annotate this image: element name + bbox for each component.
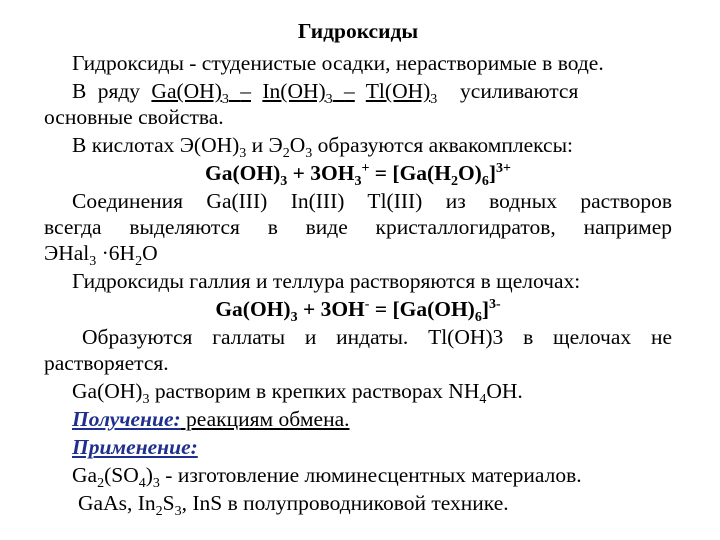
paragraph-preparation <box>72 406 672 432</box>
semi-c: , InS в полупроводниковой технике. <box>181 491 509 515</box>
eq1-d: O) <box>457 161 482 185</box>
acids-s2: 2 <box>282 146 290 161</box>
semi-a: GaAs, In <box>78 491 156 515</box>
series-tail: усиливаются <box>460 79 579 103</box>
acids-s3b: 3 <box>305 146 313 161</box>
eq1-s2: 2 <box>450 174 458 189</box>
series-in-formula: In(OH) <box>262 79 326 103</box>
gallates-line1: Образуются галлаты и индаты. Tl(OH)3 в щелочах не <box>82 325 672 349</box>
compounds-s2: 2 <box>135 254 143 269</box>
eq1-sup2: 3+ <box>496 161 511 176</box>
lum-b: (SO <box>104 463 139 487</box>
series-in <box>262 79 344 107</box>
ammonia-s3: 3 <box>142 392 150 407</box>
paragraph-luminescent <box>72 462 672 491</box>
paragraph-acids <box>72 132 672 161</box>
eq1-b: + 3OH <box>287 161 355 185</box>
equation-aquacomplex <box>44 160 672 189</box>
acids-b: и Э <box>246 133 283 157</box>
acids-d: образуются аквакомплексы: <box>312 133 574 157</box>
compounds-s3: 3 <box>89 254 97 269</box>
ammonia-s4: 4 <box>479 392 487 407</box>
title-text: Гидроксиды <box>297 19 419 43</box>
eq1-s6: 6 <box>481 174 489 189</box>
paragraph-series-cont <box>44 104 672 130</box>
compounds-line2: всегда выделяются в виде кристаллогидратов, например <box>44 215 672 239</box>
series-tl-sub: 3 <box>430 92 438 107</box>
series-cont-text: основные свойства. <box>44 105 224 129</box>
eq2-b: + 3OH <box>297 297 365 321</box>
series-tl <box>365 79 438 107</box>
series-in-sub: 3 <box>325 92 333 107</box>
ammonia-b: растворим в крепких растворах NH <box>149 379 480 403</box>
paragraph-application <box>72 434 672 460</box>
series-lead: В ряду <box>72 79 141 103</box>
paragraph-compounds-l1 <box>72 188 672 214</box>
compounds-a: ЭHal <box>44 241 90 265</box>
series-dash-1: – <box>240 79 251 103</box>
paragraph-semiconductor <box>78 490 678 519</box>
ammonia-a: Ga(OH) <box>72 379 143 403</box>
lum-s2: 2 <box>97 476 105 491</box>
definition-text: Гидроксиды - студенистые осадки, нерастворимые в воде. <box>72 51 604 75</box>
lum-a: Ga <box>72 463 98 487</box>
alkali-text: Гидроксиды галлия и теллура растворяются в щелочах: <box>72 269 581 293</box>
preparation-label[interactable]: Получение: <box>72 407 181 431</box>
preparation-text: реакциям обмена. <box>180 407 350 431</box>
lum-d: - изготовление люминесцентных материалов. <box>159 463 582 487</box>
series-ga-sub: 3 <box>221 92 229 107</box>
acids-s3: 3 <box>239 146 247 161</box>
compounds-c: O <box>142 241 158 265</box>
eq2-sup2: 3- <box>489 297 501 312</box>
eq2-sup1: - <box>364 297 370 312</box>
series-tl-formula: Tl(OH) <box>365 79 431 103</box>
eq1-s3b: 3 <box>354 174 362 189</box>
eq1-s3: 3 <box>280 174 288 189</box>
paragraph-compounds-l3 <box>44 240 672 269</box>
semi-s2: 2 <box>155 504 163 519</box>
paragraph-compounds-l2 <box>44 214 672 240</box>
series-ga <box>151 79 240 107</box>
application-label[interactable]: Применение: <box>72 435 198 459</box>
compounds-line1: Соединения Ga(III) In(III) Tl(III) из водных растворов <box>72 189 672 213</box>
eq2-a: Ga(OH) <box>215 297 291 321</box>
paragraph-gallates-l2 <box>44 350 672 376</box>
ammonia-c: OH. <box>486 379 523 403</box>
eq1-sup1: + <box>361 161 370 176</box>
compounds-b: ·6H <box>96 241 136 265</box>
eq1-e: ] <box>488 161 497 185</box>
gallates-line2: растворяется. <box>44 351 169 375</box>
acids-c: O <box>289 133 306 157</box>
acids-a: В кислотах Э(OH) <box>72 133 240 157</box>
lum-c: ) <box>145 463 153 487</box>
paragraph-ammonia <box>72 378 672 407</box>
semi-s3: 3 <box>174 504 182 519</box>
equation-gallate <box>44 296 672 325</box>
paragraph-alkali <box>72 268 672 294</box>
lum-s4: 4 <box>138 476 146 491</box>
eq2-d: ] <box>481 297 490 321</box>
eq2-c: = [Ga(OH) <box>369 297 475 321</box>
paragraph-gallates-l1 <box>82 324 672 350</box>
eq2-s6: 6 <box>474 310 482 325</box>
lum-s3: 3 <box>152 476 160 491</box>
series-ga-formula: Ga(OH) <box>151 79 222 103</box>
eq1-a: Ga(OH) <box>204 161 281 185</box>
page-title <box>44 18 672 44</box>
series-dash-2: – <box>344 79 355 103</box>
paragraph-series <box>72 78 672 107</box>
eq1-c: = [Ga(H <box>369 161 451 185</box>
paragraph-definition <box>72 50 672 76</box>
semi-b: S <box>162 491 175 515</box>
eq2-s3: 3 <box>290 310 298 325</box>
